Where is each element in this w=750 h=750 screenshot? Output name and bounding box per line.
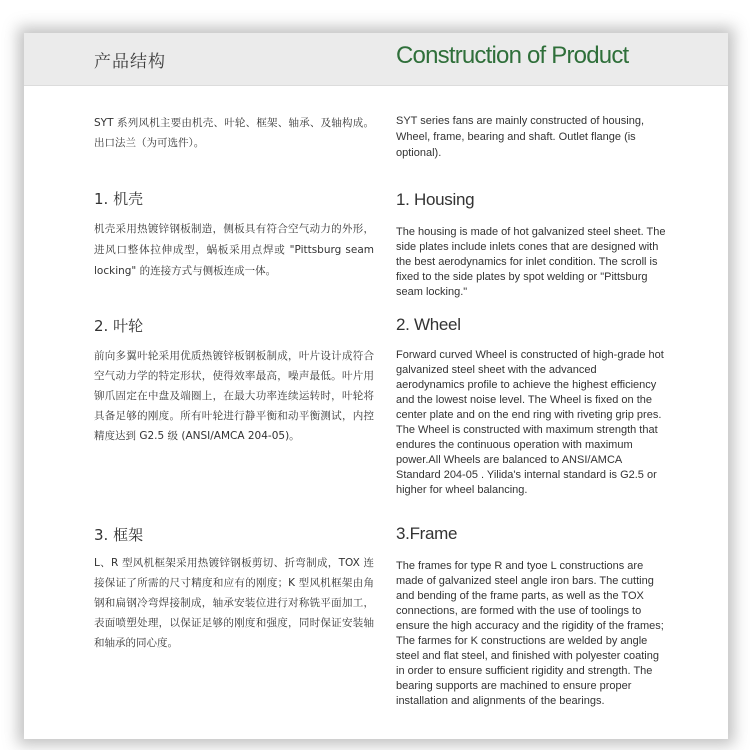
section-body-chinese: 机壳采用热镀锌钢板制造，侧板具有符合空气动力的外形，进风口整体拉伸成型，蜗板采用点焊或 "Pittsburg seam locking" 的连接方式与侧板连成一体。 [94,223,374,277]
section-wheel-english [396,315,666,335]
section-body-english: The housing is made of hot galvanized steel sheet. The side plates include inlets cones that are designed with the best aerodynamics for inlet condition. The scroll is fixed to the side plates by spot welding or "Pittsburg seam locking." [396,226,666,298]
section-frame-english [396,524,666,544]
section-frame-body-english [396,559,666,709]
page-title-english: Construction of Product [396,42,629,69]
section-body-english: Forward curved Wheel is constructed of high-grade hot galvanized steel sheet with the advanced aerodynamics profile to achieve the highest efficiency and the lowest noise level. The Wheel is fixed on the center plate and on the end ring with riveting grip pres. The Wheel is constructed with maximum strength that endures the continuous operation with maximum power.All Wheels are balanced to ANSI/AMCA Standard 204-05 . Yilida's internal standard is G2.5 or higher for wheel balancing. [396,349,664,496]
intro-english [396,113,666,161]
section-heading-chinese: 3. 框架 [94,526,144,544]
section-frame-body-chinese [94,553,374,653]
product-sheet [24,33,728,739]
section-heading-english: 3.Frame [396,524,458,543]
intro-text-english: SYT series fans are mainly constructed of housing, Wheel, frame, bearing and shaft. Outlet flange (is optional). [396,115,645,159]
section-body-chinese: 前向多翼叶轮采用优质热镀锌板钢板制成，叶片设计成符合空气动力学的特定形状，使得效率最高，噪声最低。叶片用铆爪固定在中盘及端圈上，在最大功率连续运转时，叶轮将具备足够的刚度。所有叶轮进行静平衡和动平衡测试，内控精度达到 G2.5 级 (ANSI/AMCA 204-05)。 [94,350,374,442]
section-body-chinese: L、R 型风机框架采用热镀锌钢板剪切、折弯制成，TOX 连接保证了所需的尺寸精度和应有的刚度；K 型风机框架由角钢和扁钢冷弯焊接制成，轴承安装位进行对称铣平面加工，表面喷塑处理，以保证足够的刚度和强度，同时保证安装轴和轴承的同心度。 [94,557,374,649]
section-housing-chinese [94,188,374,209]
section-wheel-body-chinese [94,346,374,446]
section-heading-english: 2. Wheel [396,315,461,334]
section-housing-english [396,190,666,210]
header-band [24,33,728,86]
section-wheel-chinese [94,315,374,336]
section-heading-english: 1. Housing [396,190,475,209]
intro-text-chinese: SYT 系列风机主要由机壳、叶轮、框架、轴承、及轴构成。出口法兰（为可选件）。 [94,117,374,149]
section-housing-body-chinese [94,219,374,282]
section-frame-chinese [94,524,374,545]
intro-chinese [94,113,374,153]
section-housing-body-english [396,225,666,300]
section-heading-chinese: 2. 叶轮 [94,317,144,335]
page-title-chinese: 产品结构 [94,52,166,72]
section-wheel-body-english [396,348,666,498]
section-heading-chinese: 1. 机壳 [94,190,144,208]
section-body-english: The frames for type R and tyoe L constructions are made of galvanized steel angle iron bars. The cutting and bending of the frame parts, as well as the TOX connections, are formed with the use of toolings to ensure the high accuracy and the rigidity of the frames; The farmes for K constructions are welded by angle steel and flat steel, and finished with polyester coating in order to ensure sufficient rigidity and strength. The bearing supports are machined to ensure proper installation and alignments of the bearings. [396,560,664,707]
